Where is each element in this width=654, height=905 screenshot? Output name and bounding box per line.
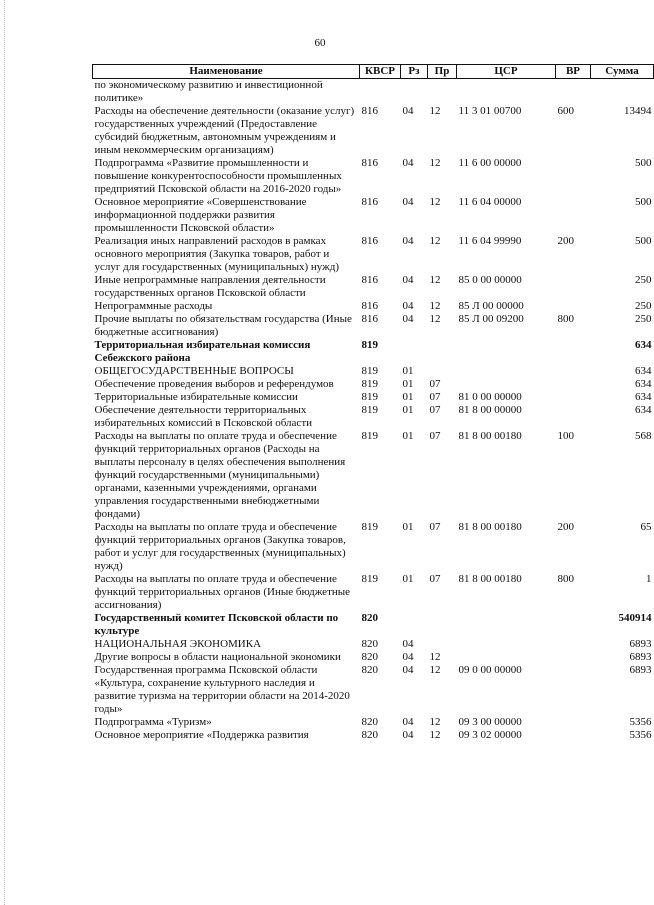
row-sum: 634: [635, 378, 652, 390]
row-csr: [457, 378, 556, 391]
table-row: [93, 274, 654, 300]
row-name: Расходы на выплаты по оплате труда и обеспечение функций территориальных органов (Расходы на выплаты персоналу в целях обеспечения выполнения функций государственными (муниципальными) органами, казенными учреждениями, органами управления государственными внебюджетными фондами): [94, 430, 346, 520]
row-kvsr: 819: [361, 365, 378, 377]
row-name: Прочие выплаты по обязательствам государства (Иные бюджетные ассигнования): [94, 313, 352, 338]
row-pr: 12: [429, 729, 441, 741]
row-kvsr: 820: [361, 638, 378, 650]
row-pr: 07: [429, 378, 441, 390]
table-row: [93, 651, 654, 664]
table-row: [93, 612, 654, 638]
row-csr: 81 8 00 00180: [458, 521, 522, 533]
row-csr: 11 6 04 00000: [458, 196, 522, 208]
row-kvsr: 816: [361, 313, 378, 325]
row-kvsr: 820: [361, 716, 378, 728]
row-rz: 04: [402, 716, 414, 728]
row-rz: 04: [402, 729, 414, 741]
table-row: [93, 365, 654, 378]
table-row: [93, 235, 654, 274]
table-row: [93, 729, 654, 742]
row-vr: 100: [557, 430, 574, 442]
row-name: Расходы на обеспечение деятельности (оказание услуг) государственных учреждений (Предоставление субсидий бюджетным, автономным учреждениям и иным некоммерческим организациям): [94, 105, 355, 156]
row-sum: 13494: [624, 105, 652, 117]
table-row: [93, 157, 654, 196]
row-kvsr: 820: [361, 664, 378, 676]
row-name: Обеспечение проведения выборов и референдумов: [94, 378, 334, 390]
row-pr: 12: [429, 651, 441, 663]
table-row: [93, 573, 654, 612]
row-kvsr: [360, 79, 401, 106]
row-csr: [457, 365, 556, 378]
row-vr: [556, 664, 591, 716]
row-vr: 800: [557, 313, 574, 325]
row-name: Подпрограмма «Туризм»: [94, 716, 212, 728]
row-vr: [556, 365, 591, 378]
header-row: [93, 65, 654, 79]
row-pr: 07: [429, 404, 441, 416]
row-pr: [428, 638, 457, 651]
row-vr: [556, 196, 591, 235]
row-kvsr: 819: [361, 573, 378, 585]
row-vr: [556, 157, 591, 196]
table-row: [93, 430, 654, 521]
row-pr: 07: [429, 573, 441, 585]
row-name: Реализация иных направлений расходов в рамках основного мероприятия (Закупка товаров, работ и услуг для государственных (муниципальных) нужд): [94, 235, 340, 273]
row-csr: 85 Л 00 00000: [458, 300, 524, 312]
table-row: [93, 664, 654, 716]
row-rz: 01: [402, 521, 414, 533]
row-name: Государственная программа Псковской области «Культура, сохранение культурного наследия и развитие туризма на территории области на 2014-2020 годы»: [94, 664, 350, 715]
row-sum: 634: [635, 365, 652, 377]
row-csr: 85 0 00 00000: [458, 274, 522, 286]
row-vr: [556, 716, 591, 729]
row-sum: 250: [635, 300, 652, 312]
row-sum: 5356: [629, 716, 652, 728]
header-rz: Рз: [401, 65, 428, 79]
row-sum: 6893: [629, 638, 652, 650]
row-csr: [457, 339, 556, 365]
row-name: Территориальная избирательная комиссия Себежского района: [94, 339, 311, 364]
row-name: Государственный комитет Псковской области по культуре: [94, 612, 339, 637]
table-body: [93, 79, 654, 743]
row-vr: 200: [557, 521, 574, 533]
row-csr: 09 3 00 00000: [458, 716, 522, 728]
row-rz: 01: [402, 573, 414, 585]
row-csr: 81 8 00 00180: [458, 573, 522, 585]
row-rz: 04: [402, 313, 414, 325]
row-name: Территориальные избирательные комиссии: [94, 391, 298, 403]
row-vr: [556, 651, 591, 664]
header-kvsr: КВСР: [360, 65, 401, 79]
row-vr: 800: [557, 573, 574, 585]
row-pr: 12: [429, 716, 441, 728]
header-pr: Пр: [428, 65, 457, 79]
row-name: Основное мероприятие «Совершенствование информационной поддержки развития промышленности Псковской области»: [94, 196, 307, 234]
row-rz: 01: [402, 365, 414, 377]
budget-table: [92, 64, 654, 742]
row-pr: 12: [429, 235, 441, 247]
row-csr: 09 0 00 00000: [458, 664, 522, 676]
table-row: [93, 196, 654, 235]
row-name: НАЦИОНАЛЬНАЯ ЭКОНОМИКА: [94, 638, 262, 650]
row-csr: 09 3 02 00000: [458, 729, 522, 741]
row-csr: [457, 79, 556, 106]
row-kvsr: 816: [361, 235, 378, 247]
row-sum: 1: [646, 573, 652, 585]
table-row: [93, 521, 654, 573]
row-sum: 568: [635, 430, 652, 442]
row-pr: 07: [429, 521, 441, 533]
row-rz: 04: [402, 157, 414, 169]
row-rz: 04: [402, 300, 414, 312]
row-csr: 81 0 00 00000: [458, 391, 522, 403]
row-kvsr: 819: [361, 391, 378, 403]
row-kvsr: 816: [361, 157, 378, 169]
row-kvsr: 819: [361, 521, 378, 533]
row-kvsr: 819: [361, 404, 378, 416]
page-number: 60: [314, 37, 326, 49]
row-rz: 01: [402, 404, 414, 416]
row-vr: [556, 79, 591, 106]
row-pr: 12: [429, 313, 441, 325]
row-rz: [401, 339, 428, 365]
header-vr: ВР: [556, 65, 591, 79]
row-rz: 04: [402, 651, 414, 663]
row-rz: 04: [402, 105, 414, 117]
row-kvsr: 816: [361, 105, 378, 117]
table-row: [93, 300, 654, 313]
row-rz: [401, 79, 428, 106]
row-name: Основное мероприятие «Поддержка развития: [94, 729, 309, 741]
row-vr: [556, 378, 591, 391]
row-name: Обеспечение деятельности территориальных избирательных комиссий в Псковской области: [94, 404, 313, 429]
row-rz: 04: [402, 274, 414, 286]
row-csr: 81 8 00 00180: [458, 430, 522, 442]
table-row: [93, 404, 654, 430]
row-sum: 634: [635, 404, 652, 416]
row-sum: [591, 79, 654, 106]
row-pr: 12: [429, 664, 441, 676]
row-pr: 12: [429, 157, 441, 169]
row-rz: 04: [402, 664, 414, 676]
table-row: [93, 716, 654, 729]
row-pr: [428, 365, 457, 378]
row-pr: [428, 339, 457, 365]
row-sum: 250: [635, 313, 652, 325]
row-kvsr: 820: [361, 729, 378, 741]
row-kvsr: 820: [361, 651, 378, 663]
row-sum: 65: [640, 521, 652, 533]
row-rz: 04: [402, 196, 414, 208]
row-kvsr: 819: [361, 430, 378, 442]
header-sum: Сумма: [591, 65, 654, 79]
row-csr: [457, 638, 556, 651]
row-sum: 6893: [629, 651, 652, 663]
row-kvsr: 819: [361, 378, 378, 390]
row-csr: [457, 651, 556, 664]
row-kvsr: 816: [361, 274, 378, 286]
row-rz: 04: [402, 638, 414, 650]
row-vr: [556, 391, 591, 404]
row-rz: [401, 612, 428, 638]
row-sum: 634: [635, 339, 652, 351]
row-pr: 12: [429, 105, 441, 117]
table-row: [93, 391, 654, 404]
table-row: [93, 105, 654, 157]
row-vr: [556, 612, 591, 638]
row-name: Подпрограмма «Развитие промышленности и повышение конкурентоспособности промышленных предприятий Псковской области на 2016-2020 годы»: [94, 157, 342, 195]
scan-margin-line: [4, 0, 5, 905]
row-name: Другие вопросы в области национальной экономики: [94, 651, 341, 663]
row-vr: [556, 339, 591, 365]
row-name: Непрограммные расходы: [94, 300, 213, 312]
row-name: по экономическому развитию и инвестиционной политике»: [94, 79, 323, 104]
row-vr: [556, 729, 591, 742]
row-kvsr: 820: [361, 612, 378, 624]
table-header: [93, 65, 654, 79]
header-name: Наименование: [93, 65, 360, 79]
row-sum: 500: [635, 157, 652, 169]
row-sum: 6893: [629, 664, 652, 676]
row-vr: 200: [557, 235, 574, 247]
row-kvsr: 816: [361, 196, 378, 208]
row-rz: 01: [402, 378, 414, 390]
row-vr: [556, 638, 591, 651]
row-csr: 81 8 00 00000: [458, 404, 522, 416]
row-sum: 5356: [629, 729, 652, 741]
row-pr: [428, 79, 457, 106]
row-sum: 500: [635, 235, 652, 247]
table-row: [93, 339, 654, 365]
row-vr: [556, 404, 591, 430]
row-pr: [428, 612, 457, 638]
row-sum: 250: [635, 274, 652, 286]
header-csr: ЦСР: [457, 65, 556, 79]
row-name: Расходы на выплаты по оплате труда и обеспечение функций территориальных органов (Закупка товаров, работ и услуг для государственных (муниципальных) нужд): [94, 521, 346, 572]
row-pr: 07: [429, 430, 441, 442]
row-name: Расходы на выплаты по оплате труда и обеспечение функций территориальных органов (Иные бюджетные ассигнования): [94, 573, 351, 611]
table-row: [93, 79, 654, 106]
row-name: ОБЩЕГОСУДАРСТВЕННЫЕ ВОПРОСЫ: [94, 365, 294, 377]
row-csr: 85 Л 00 09200: [458, 313, 524, 325]
row-vr: [556, 274, 591, 300]
row-csr: 11 3 01 00700: [458, 105, 522, 117]
row-kvsr: 816: [361, 300, 378, 312]
row-csr: [457, 612, 556, 638]
row-rz: 01: [402, 391, 414, 403]
row-pr: 12: [429, 274, 441, 286]
row-pr: 07: [429, 391, 441, 403]
row-sum: 500: [635, 196, 652, 208]
row-csr: 11 6 04 99990: [458, 235, 522, 247]
row-rz: 01: [402, 430, 414, 442]
row-rz: 04: [402, 235, 414, 247]
row-pr: 12: [429, 300, 441, 312]
row-sum: 634: [635, 391, 652, 403]
row-vr: 600: [557, 105, 574, 117]
table-row: [93, 638, 654, 651]
table-row: [93, 378, 654, 391]
table-row: [93, 313, 654, 339]
row-vr: [556, 300, 591, 313]
row-csr: 11 6 00 00000: [458, 157, 522, 169]
row-sum: 540914: [618, 612, 652, 624]
row-kvsr: 819: [361, 339, 378, 351]
row-name: Иные непрограммные направления деятельности государственных органов Псковской области: [94, 274, 326, 299]
row-pr: 12: [429, 196, 441, 208]
